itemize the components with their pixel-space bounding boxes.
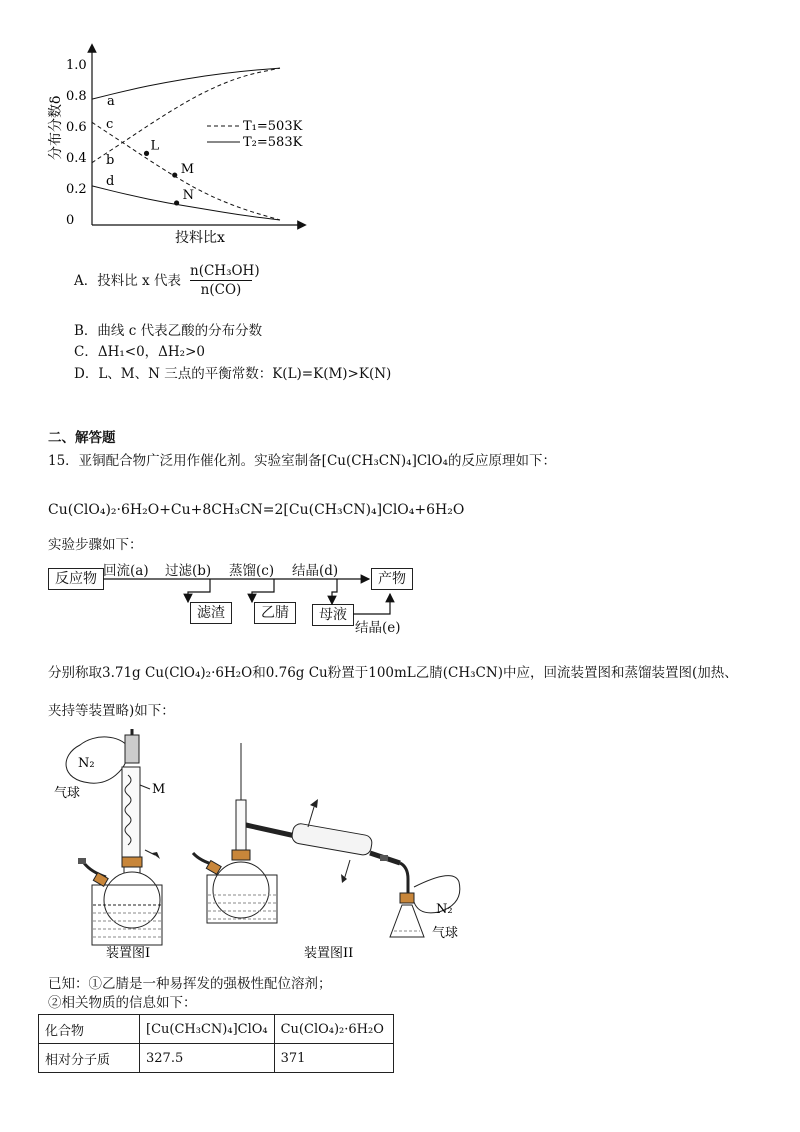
reaction-equation: Cu(ClO₄)₂·6H₂O+Cu+8CH₃CN=2[Cu(CH₃CN)₄]ClO₄+6H₂O [48,502,465,518]
point-label-L: L [150,138,160,154]
curve-label-c: c [106,117,114,132]
option-a-fraction [190,263,260,298]
y-tick-label: 0.6 [66,120,87,135]
caption-apparatus-1: 装置图I [106,946,151,961]
legend-label-t2: T₂=583K [243,135,303,150]
flow-box-residue: 滤渣 [190,602,232,624]
flow-step-b: 过滤(b) [165,563,212,579]
point-label-M: M [180,162,195,178]
apparatus-2 [193,743,460,937]
flow-box-product: 产物 [371,568,413,590]
y-tick-label: 0.4 [66,151,87,166]
caption-apparatus-2: 装置图II [304,946,354,961]
table-row [39,1044,394,1073]
option-b: B．曲线 c 代表乙酸的分布分数 [74,323,263,339]
flow-box-acetonitrile: 乙腈 [254,602,296,624]
flow-step-a: 回流(a) [103,563,149,579]
option-c: C．ΔH₁<0，ΔH₂>0 [74,344,205,360]
weigh-instruction-cont: 夹持等装置略)如下： [48,703,175,719]
y-tick-label: 0 [66,213,75,228]
label-m: M [152,782,166,797]
option-d: D．L、M、N 三点的平衡常数：K(L)=K(M)>K(N) [74,366,392,382]
label-balloon-2: 气球 [432,926,459,941]
fraction-numerator: n(CH₃OH) [190,263,260,279]
apparatus-illustration [40,725,480,965]
flow-box-mother-liquor: 母液 [312,604,354,626]
option-a-text: A．投料比 x 代表 [74,273,181,289]
legend-label-t1: T₁=503K [243,119,303,134]
flow-step-d: 结晶(d) [292,563,339,579]
y-tick-label: 0.2 [66,182,87,197]
table-cell: 化合物 [39,1015,140,1044]
point-label-N: N [182,187,194,203]
label-n2-2: N₂ [436,902,453,917]
table-cell: 371 [274,1044,393,1073]
data-point-L [144,151,149,156]
table-row [39,1015,394,1044]
section-title: 二、解答题 [48,430,116,446]
steps-title: 实验步骤如下： [48,537,143,553]
fraction-denominator: n(CO) [200,282,242,298]
data-point-N [174,200,179,205]
weigh-instruction: 分别称取3.71g Cu(ClO₄)₂·6H₂O和0.76g Cu粉置于100mL乙腈(CH₃CN)中应，回流装置图和蒸馏装置图(加热、 [48,665,738,681]
substance-info-table [38,1014,394,1073]
known-info-2: ②相关物质的信息如下： [48,995,197,1011]
y-tick-label: 0.8 [66,89,87,104]
flow-step-e: 结晶(e) [355,620,401,636]
flow-step-c: 蒸馏(c) [229,563,275,579]
known-info-1: 已知：①乙腈是一种易挥发的强极性配位溶剂； [48,976,332,992]
series-line-a [92,68,280,99]
question-15-intro: 15．亚铜配合物广泛用作催化剂。实验室制备[Cu(CH₃CN)₄]ClO₄的反应原理如下： [48,453,556,469]
data-point-M [172,172,177,177]
table-cell: 327.5 [140,1044,275,1073]
curve-label-a: a [107,94,115,109]
y-tick-label: 1.0 [66,58,87,73]
label-n2-1: N₂ [78,756,95,771]
curve-label-d: d [106,174,115,189]
curve-label-b: b [106,153,115,168]
option-a [74,272,181,290]
x-axis-label: 投料比x [175,230,225,246]
label-balloon-1: 气球 [54,786,81,801]
table-cell: 相对分子质 [39,1044,140,1073]
table-cell: Cu(ClO₄)₂·6H₂O [274,1015,393,1044]
flow-box-reactant: 反应物 [48,568,104,590]
y-axis-label: 分布分数δ [48,95,64,160]
distribution-chart [40,40,330,250]
flow-arrows [40,560,430,640]
table-cell: [Cu(CH₃CN)₄]ClO₄ [140,1015,275,1044]
